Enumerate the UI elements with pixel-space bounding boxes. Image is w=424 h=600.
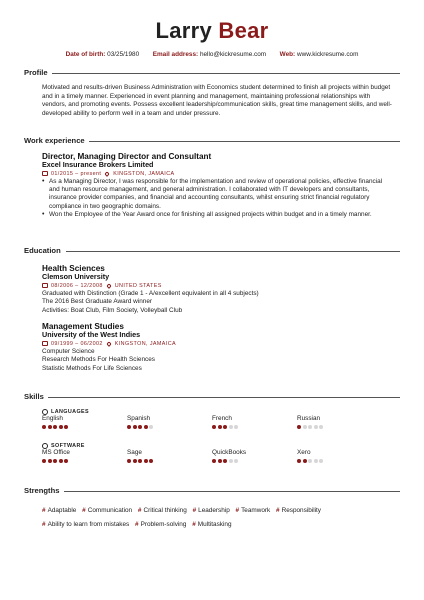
level-dot bbox=[297, 459, 301, 463]
level-dot bbox=[308, 459, 312, 463]
job-bullets bbox=[42, 178, 392, 220]
level-dot bbox=[127, 425, 131, 429]
degree: Health Sciences bbox=[42, 264, 105, 273]
level-dot bbox=[138, 425, 142, 429]
education-line: Statistic Methods For Life Sciences bbox=[42, 364, 142, 372]
location-pin-icon bbox=[106, 341, 112, 347]
level-dot bbox=[48, 425, 52, 429]
level-dot bbox=[234, 425, 238, 429]
education-item bbox=[42, 264, 392, 315]
languages-label: LANGUAGES bbox=[51, 409, 90, 415]
level-dot bbox=[149, 459, 153, 463]
skill-item bbox=[297, 415, 382, 429]
skill-item bbox=[127, 449, 212, 463]
level-dot bbox=[229, 459, 233, 463]
level-dot bbox=[53, 459, 57, 463]
skill-name: MS Office bbox=[42, 449, 70, 456]
hash-icon: # bbox=[82, 507, 86, 514]
dob-value: 03/25/1980 bbox=[107, 51, 140, 58]
level-dot bbox=[229, 425, 233, 429]
level-dot bbox=[133, 425, 137, 429]
last-name: Bear bbox=[218, 18, 269, 43]
skill-item bbox=[297, 449, 382, 463]
strength-label: Critical thinking bbox=[143, 507, 187, 514]
location-pin-icon bbox=[106, 283, 112, 289]
work-item bbox=[42, 152, 392, 220]
education-section bbox=[24, 246, 400, 256]
strengths-list bbox=[42, 504, 392, 532]
level-dot bbox=[303, 425, 307, 429]
level-dot bbox=[234, 459, 238, 463]
level-dot bbox=[138, 459, 142, 463]
job-meta bbox=[42, 170, 392, 178]
skills-section bbox=[24, 392, 400, 402]
hash-icon: # bbox=[235, 507, 240, 514]
education-line: Graduated with Distinction (Grade 1 - A/excellent equivalent in all 4 subjects) bbox=[42, 289, 259, 297]
section-title-skills: Skills bbox=[24, 392, 48, 401]
level-dot bbox=[308, 425, 312, 429]
strength-label: Problem-solving bbox=[140, 521, 187, 528]
level-dot bbox=[64, 459, 68, 463]
calendar-icon bbox=[42, 341, 48, 346]
section-title-work: Work experience bbox=[24, 136, 89, 145]
level-dot bbox=[42, 425, 46, 429]
education-line: Research Methods For Health Sciences bbox=[42, 356, 155, 364]
strength-tag bbox=[236, 507, 271, 514]
job-dates: 01/2015 – present bbox=[51, 170, 102, 177]
level-dot bbox=[59, 425, 63, 429]
level-dot bbox=[48, 459, 52, 463]
degree: Management Studies bbox=[42, 322, 124, 331]
level-dot bbox=[53, 425, 57, 429]
hash-icon: # bbox=[42, 507, 46, 514]
strength-label: Responsibility bbox=[281, 507, 322, 514]
level-dot bbox=[218, 425, 222, 429]
skill-level-dots bbox=[42, 425, 127, 429]
level-dot bbox=[218, 459, 222, 463]
job-title: Director, Managing Director and Consultant bbox=[42, 152, 212, 161]
level-dot bbox=[212, 425, 216, 429]
level-dot bbox=[314, 459, 318, 463]
skill-name: QuickBooks bbox=[212, 449, 247, 456]
education-line: Computer Science bbox=[42, 347, 95, 355]
education-line: The 2016 Best Graduate Award winner bbox=[42, 298, 153, 306]
location-pin-icon bbox=[104, 171, 110, 177]
level-dot bbox=[297, 425, 301, 429]
dob-label: Date of birth: bbox=[65, 51, 106, 58]
level-dot bbox=[149, 425, 153, 429]
profile-block bbox=[42, 84, 392, 118]
hash-icon: # bbox=[192, 521, 196, 528]
education-dates: 09/1999 – 06/2002 bbox=[51, 340, 103, 347]
skill-name: Russian bbox=[297, 415, 321, 422]
contact-line bbox=[0, 51, 424, 58]
skill-item bbox=[212, 449, 297, 463]
strength-tag bbox=[192, 521, 231, 528]
hash-icon: # bbox=[42, 521, 46, 528]
email-value[interactable]: hello@kickresume.com bbox=[199, 51, 267, 58]
skill-name: Xero bbox=[297, 449, 311, 456]
hash-icon: # bbox=[137, 507, 142, 514]
level-dot bbox=[314, 425, 318, 429]
level-dot bbox=[144, 425, 148, 429]
hash-icon: # bbox=[276, 507, 280, 514]
skills-languages bbox=[42, 409, 382, 429]
skill-level-dots bbox=[297, 459, 382, 463]
profile-section bbox=[24, 68, 400, 78]
hash-icon: # bbox=[192, 507, 197, 514]
education-meta bbox=[42, 282, 392, 290]
level-dot bbox=[223, 425, 227, 429]
strength-label: Teamwork bbox=[241, 507, 271, 514]
level-dot bbox=[212, 459, 216, 463]
strength-tag bbox=[42, 507, 76, 514]
education-dates: 08/2006 – 12/2008 bbox=[51, 282, 103, 289]
web-value[interactable]: www.kickresume.com bbox=[296, 51, 359, 58]
calendar-icon bbox=[42, 171, 48, 176]
profile-text: Motivated and results-driven Business Administration with Economics student determined to finish all projects within budget and in a timely manner. Experienced in event planning and management, maintaining professional relationships with vendors, and promoting events. Possess excellent leadership/communication skills, great time management skills, and well-developed ability to perform well in a team and under pressure. bbox=[42, 84, 392, 117]
strength-label: Multitasking bbox=[197, 521, 232, 528]
job-location: KINGSTON, JAMAICA bbox=[113, 170, 175, 177]
web-label: Web: bbox=[279, 51, 296, 58]
level-dot bbox=[319, 425, 323, 429]
software-label: SOFTWARE bbox=[51, 443, 85, 449]
strength-label: Leadership bbox=[198, 507, 230, 514]
level-dot bbox=[133, 459, 137, 463]
skill-item bbox=[42, 449, 127, 463]
skill-level-dots bbox=[127, 459, 212, 463]
strength-label: Communication bbox=[87, 507, 133, 514]
languages-row bbox=[42, 415, 382, 429]
skill-item bbox=[42, 415, 127, 429]
strengths-section bbox=[24, 486, 400, 496]
level-dot bbox=[144, 459, 148, 463]
level-dot bbox=[127, 459, 131, 463]
school: University of the West Indies bbox=[42, 330, 141, 339]
skill-level-dots bbox=[212, 459, 297, 463]
education-meta bbox=[42, 340, 392, 348]
strength-tag bbox=[135, 521, 186, 528]
skill-item bbox=[127, 415, 212, 429]
hash-icon: # bbox=[135, 521, 139, 528]
level-dot bbox=[223, 459, 227, 463]
skill-name: Sage bbox=[127, 449, 142, 456]
education-location: UNITED STATES bbox=[114, 282, 162, 289]
education-location: KINGSTON, JAMAICA bbox=[114, 340, 176, 347]
level-dot bbox=[59, 459, 63, 463]
job-bullet: • Won the Employee of the Year Award once for finishing all assigned projects within budget and in a timely manner. bbox=[42, 211, 392, 219]
skill-level-dots bbox=[127, 425, 212, 429]
strength-tag bbox=[276, 507, 321, 514]
strength-tag bbox=[82, 507, 132, 514]
candidate-name bbox=[0, 18, 424, 44]
skills-software bbox=[42, 443, 382, 463]
skill-level-dots bbox=[212, 425, 297, 429]
job-bullet: • As a Managing Director, I was responsible for the implementation and review of operational policies, effective financial and human resource management, and general administration. I collaborated with IT developers and consultants, insurance provider companies, and financial and accounting consultants, whilst ensuring strict financial regulatory compliance in two geographic domains. bbox=[42, 178, 392, 212]
education-line: Activities: Boat Club, Film Society, Volleyball Club bbox=[42, 306, 183, 314]
strength-tag bbox=[42, 521, 129, 528]
first-name: Larry bbox=[155, 18, 212, 43]
job-company: Excel Insurance Brokers Limited bbox=[42, 160, 154, 169]
calendar-icon bbox=[42, 283, 48, 288]
skill-name: French bbox=[212, 415, 232, 422]
skill-level-dots bbox=[297, 425, 382, 429]
skill-name: Spanish bbox=[127, 415, 151, 422]
section-title-education: Education bbox=[24, 246, 65, 255]
software-row bbox=[42, 449, 382, 463]
strength-tag bbox=[193, 507, 230, 514]
strength-tag bbox=[138, 507, 187, 514]
school: Clemson University bbox=[42, 272, 110, 281]
level-dot bbox=[64, 425, 68, 429]
level-dot bbox=[303, 459, 307, 463]
work-section bbox=[24, 136, 400, 146]
education-item bbox=[42, 322, 392, 373]
skill-level-dots bbox=[42, 459, 127, 463]
level-dot bbox=[319, 459, 323, 463]
strength-label: Ability to learn from mistakes bbox=[47, 521, 130, 528]
email-label: Email address: bbox=[152, 51, 199, 58]
skill-name: English bbox=[42, 415, 63, 422]
section-title-strengths: Strengths bbox=[24, 486, 63, 495]
strength-label: Adaptable bbox=[47, 507, 77, 514]
section-title-profile: Profile bbox=[24, 68, 52, 77]
skill-item bbox=[212, 415, 297, 429]
level-dot bbox=[42, 459, 46, 463]
